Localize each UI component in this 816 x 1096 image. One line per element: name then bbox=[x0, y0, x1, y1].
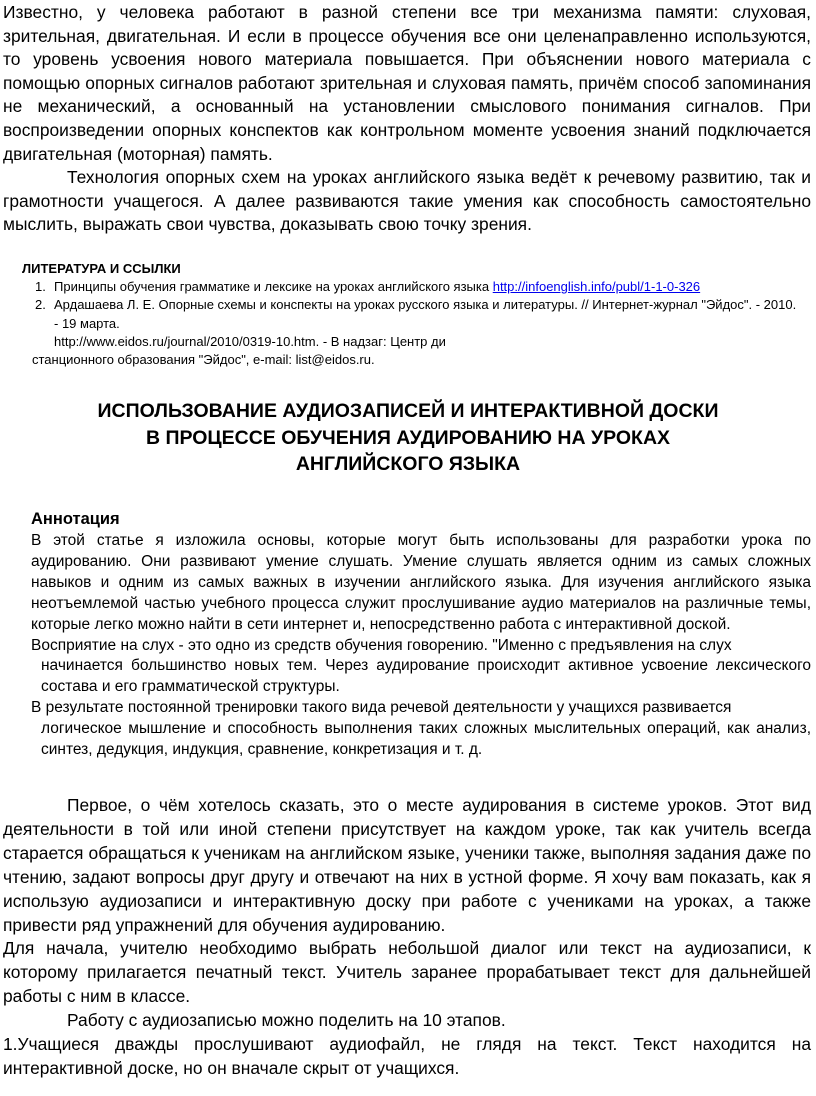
reference-item bbox=[0, 278, 800, 296]
abstract-heading: Аннотация bbox=[31, 510, 120, 528]
abstract-paragraph-rest: логическое мышление и способность выполнения таких сложных мыслительных операций, как анализ, синтез, дедукция, индукция, сравнение, конкретизация и т. д. bbox=[41, 720, 811, 759]
body-paragraph: Работу с аудиозаписью можно поделить на 10 этапов. bbox=[67, 1010, 506, 1031]
abstract-paragraph-rest: начинается большинство новых тем. Через аудирование происходит активное усвоение лексического состава и его грамматической структуры. bbox=[41, 657, 811, 696]
reference-text: Принципы обучения грамматике и лексике на уроках английского языка bbox=[54, 279, 493, 294]
article-title-line: В ПРОЦЕССЕ ОБУЧЕНИЯ АУДИРОВАНИЮ НА УРОКАХ bbox=[145, 426, 671, 449]
abstract-section bbox=[31, 531, 811, 761]
article-title-line: ИСПОЛЬЗОВАНИЕ АУДИОЗАПИСЕЙ И ИНТЕРАКТИВНОЙ ДОСКИ bbox=[97, 400, 719, 422]
reference-number: 2. bbox=[35, 297, 46, 313]
abstract-paragraph-lead: В результате постоянной тренировки такого вида речевой деятельности у учащихся развивается bbox=[31, 699, 732, 717]
reference-continuation: станционного образования "Эйдос", e-mail: list@eidos.ru. bbox=[32, 352, 375, 368]
body-paragraph: Первое, о чём хотелось сказать, это о месте аудирования в системе уроков. Этот вид деятельности в той или иной степени присутствует на каждом уроке, так как учитель всегда старается обращаться к ученикам на английском языке, ученики также, выполняя задания даже по чтению, задают вопросы друг другу и отвечают на них в устной форме. Я хочу вам показать, как я использую аудиозаписи и интерактивную доску при работе с учениками на уроках, а также привести ряд упражнений для обучения аудированию. bbox=[3, 795, 811, 935]
article-body bbox=[3, 794, 811, 1081]
reference-link[interactable]: http://infoenglish.info/publ/1-1-0-326 bbox=[492, 279, 701, 294]
intro-paragraph-technology: Технология опорных схем на уроках английского языка ведёт к речевому развитию, так и грамотности учащегося. А далее развиваются такие умения как способность самостоятельно мыслить, выражать свои чувства, доказывать свою точку зрения. bbox=[3, 167, 811, 235]
intro-section bbox=[3, 1, 811, 237]
references-list bbox=[0, 278, 800, 369]
article-title-line: АНГЛИЙСКОГО ЯЗЫКА bbox=[295, 453, 521, 475]
article-title bbox=[0, 398, 816, 478]
intro-paragraph: Известно, у человека работают в разной степени все три механизма памяти: слуховая, зрительная, двигательная. И если в процессе обучения все они целенаправленно используются, то уровень усвоения нового материала повышается. При объяснении нового материала с помощью опорных сигналов работают зрительная и слуховая память, причём способ запоминания не механический, а основанный на установлении смыслового понимания сигналов. При воспроизведении опорных конспектов как контрольном моменте усвоения знаний подключается двигательная (моторная) память. bbox=[3, 2, 811, 164]
reference-text: Ардашаева Л. Е. Опорные схемы и конспекты на уроках русского языка и литературы. // Интернет-журнал "Эйдос". - 2010. - 19 марта. bbox=[54, 297, 797, 331]
abstract-paragraph-lead: Восприятие на слух - это одно из средств обучения говорению. "Именно с предъявления на слух bbox=[31, 636, 732, 654]
references-heading: ЛИТЕРАТУРА И ССЫЛКИ bbox=[22, 261, 181, 276]
abstract-paragraph: В этой статье я изложила основы, которые могут быть использованы для разработки урока по аудированию. Они развивают умение слушать. Умение слушать является одним из самых сложных навыков и одним из самых важных в изучении английского языка. Для изучения английского языка неотъемлемой частью учебного процесса служит прослушивание аудио материалов на различные темы, которые легко можно найти в сети интернет и, непосредственно работа с интерактивной доской. bbox=[31, 532, 811, 633]
reference-continuation: http://www.eidos.ru/journal/2010/0319-10.htm. - В надзаг: Центр ди bbox=[54, 333, 446, 349]
reference-item bbox=[0, 296, 800, 333]
body-paragraph: 1.Учащиеся дважды прослушивают аудиофайл, не глядя на текст. Текст находится на интерактивной доске, но он вначале скрыт от учащихся. bbox=[3, 1034, 811, 1078]
body-paragraph: Для начала, учителю необходимо выбрать небольшой диалог или текст на аудиозаписи, к которому прилагается печатный текст. Учитель заранее прорабатывает текст для дальнейшей работы с ним в классе. bbox=[3, 938, 811, 1007]
reference-number: 1. bbox=[35, 279, 46, 294]
